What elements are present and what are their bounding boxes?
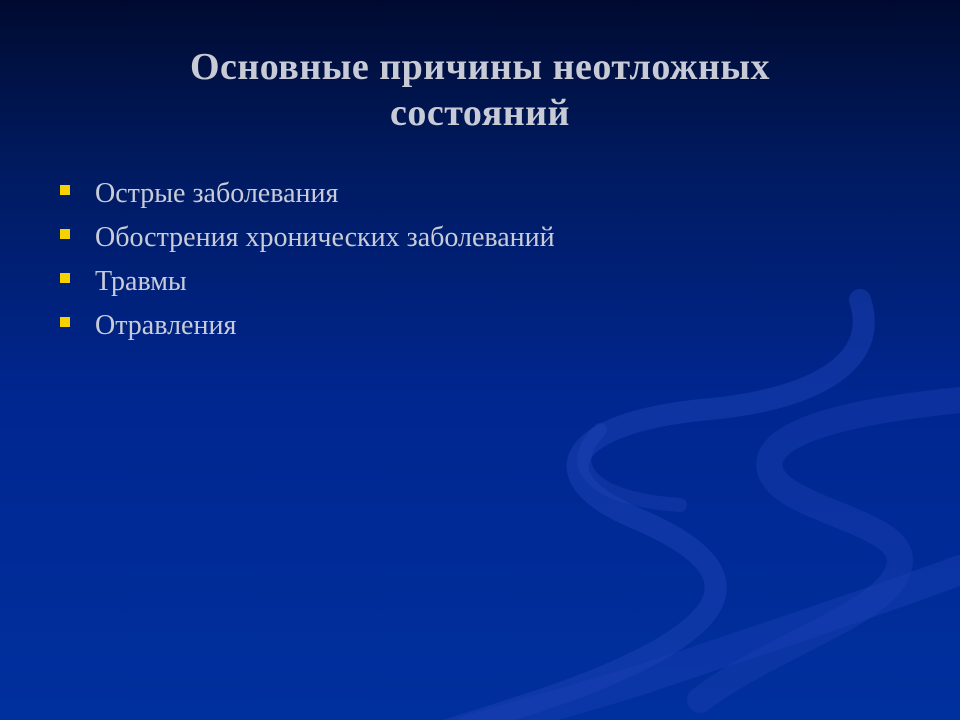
bullet-text: Отравления [95,310,237,341]
bullet-list [60,172,555,348]
square-bullet-icon [60,229,70,239]
bullet-text: Острые заболевания [95,178,339,209]
bullet-item-injuries [60,260,555,304]
bullet-text: Обострения хронических заболеваний [95,222,555,253]
slide-title-line-1: Основные причины неотложных [189,46,771,88]
slide-title [0,44,960,136]
square-bullet-icon [60,185,70,195]
slide-title-line-2: состояний [390,92,570,134]
bullet-item-chronic-exacerbations [60,216,555,260]
bullet-item-acute-diseases [60,172,555,216]
square-bullet-icon [60,273,70,283]
bullet-item-poisonings [60,304,555,348]
square-bullet-icon [60,317,70,327]
bullet-text: Травмы [95,266,187,297]
